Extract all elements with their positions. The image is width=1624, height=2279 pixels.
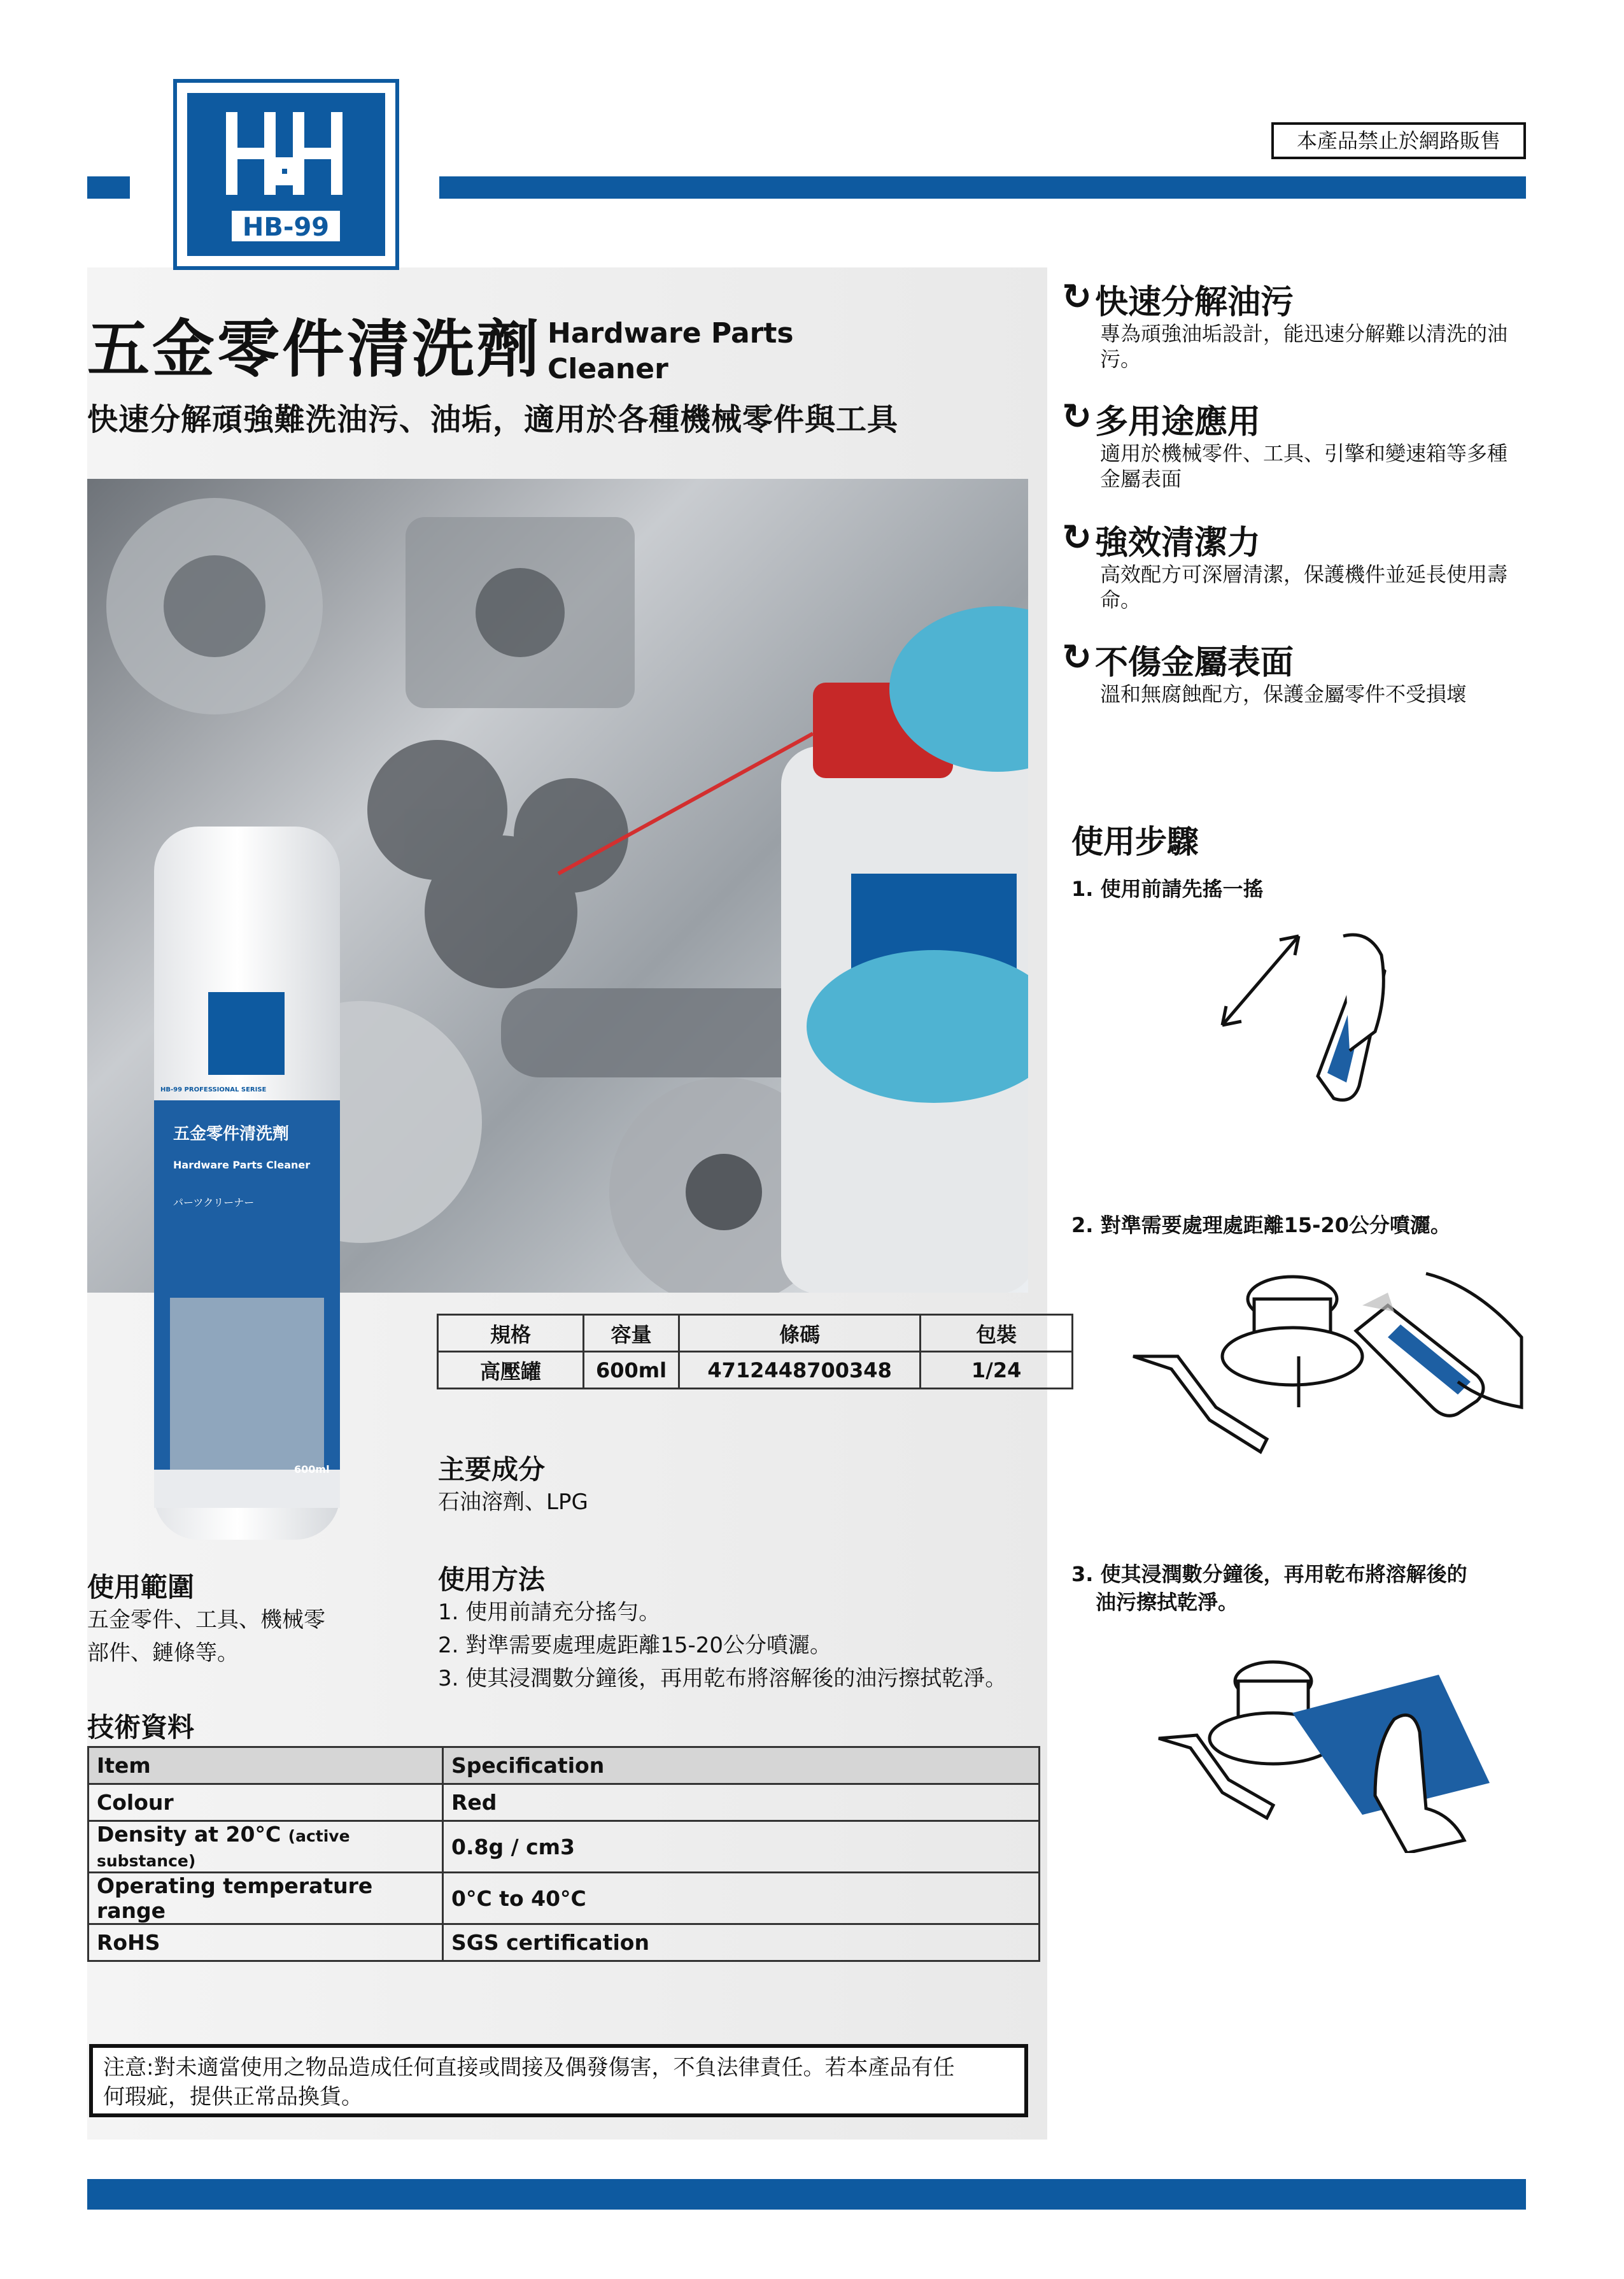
can-name-zh: 五金零件清洗劑 (173, 1125, 290, 1144)
spec-value-cell: 4712448700348 (679, 1352, 921, 1389)
spec-table (437, 1314, 1073, 1389)
feature-desc: 專為頑強油垢設計，能迅速分解難以清洗的油污。 (1100, 322, 1508, 371)
usage-scope-line2: 部件、鏈條等。 (87, 1640, 239, 1666)
feature-item (1062, 516, 1520, 635)
header-bar-right (439, 176, 1526, 199)
spec-value-cell: 1/24 (921, 1352, 1073, 1389)
spec-value-cell: 高壓罐 (438, 1352, 584, 1389)
tech-row (88, 1924, 1040, 1961)
spec-header-cell: 包裝 (921, 1315, 1073, 1352)
wipe-illustration-icon (1146, 1643, 1502, 1853)
usage-scope-text (87, 1603, 325, 1670)
step1-text: 1. 使用前請先搖一搖 (1071, 877, 1264, 901)
can-name-en: Hardware Parts Cleaner (173, 1159, 311, 1171)
online-sale-notice: 本產品禁止於網路販售 (1271, 122, 1526, 159)
feature-item (1062, 395, 1520, 516)
tech-cell: SGS certification (443, 1924, 1040, 1961)
step3-text (1071, 1560, 1467, 1616)
disclaimer-line1: 注意:對未適當使用之物品造成任何直接或間接及偶發傷害，不負法律責任。若本產品有任 (103, 2055, 955, 2080)
feature-title: 不傷金屬表面 (1095, 644, 1294, 682)
usage-scope-line1: 五金零件、工具、機械零 (87, 1607, 325, 1633)
feature-item (1062, 275, 1520, 395)
tech-cell: RoHS (88, 1924, 443, 1961)
brand-logo (173, 79, 399, 270)
spec-value-row (438, 1352, 1073, 1389)
tech-cell: Item (88, 1747, 443, 1784)
step3-line1: 3. 使其浸潤數分鐘後，再用乾布將溶解後的 (1071, 1562, 1467, 1586)
usage-method-step: 3. 使其浸潤數分鐘後，再用乾布將溶解後的油污擦拭乾淨。 (438, 1666, 1007, 1691)
footer-bar (87, 2179, 1526, 2210)
can-name-jp: パーツクリーナー (173, 1196, 255, 1209)
usage-method-step: 2. 對準需要處理處距離15-20公分噴灑。 (438, 1633, 832, 1658)
tech-row (88, 1784, 1040, 1821)
feature-desc: 溫和無腐蝕配方，保護金屬零件不受損壞 (1100, 682, 1467, 706)
spray-can-icon (148, 827, 346, 1540)
spec-header-cell: 規格 (438, 1315, 584, 1352)
usage-method-list (438, 1596, 1006, 1695)
disclaimer-box (89, 2044, 1028, 2117)
tech-row (88, 1873, 1040, 1924)
feature-desc: 適用於機械零件、工具、引擎和變速箱等多種金屬表面 (1100, 441, 1508, 491)
spec-header-cell: 條碼 (679, 1315, 921, 1352)
product-title-en-line2: Cleaner (547, 353, 668, 385)
spec-value-cell: 600ml (584, 1352, 679, 1389)
tech-cell: 0°C to 40°C (443, 1873, 1040, 1924)
can-volume: 600ml (294, 1463, 330, 1475)
tech-cell: Operating temperature range (88, 1873, 443, 1924)
step2-text: 2. 對準需要處理處距離15-20公分噴灑。 (1071, 1213, 1451, 1237)
product-title-en (547, 316, 815, 387)
product-can (148, 827, 346, 1540)
ingredients-text: 石油溶劑、LPG (438, 1489, 588, 1515)
feature-list (1062, 275, 1520, 725)
feature-desc: 高效配方可深層清潔，保護機件並延長使用壽命。 (1100, 562, 1508, 612)
step3-line2: 油污擦拭乾淨。 (1096, 1590, 1239, 1614)
tech-density-note: (active substance) (97, 1827, 350, 1870)
usage-method-step: 1. 使用前請充分搖勻。 (438, 1600, 661, 1625)
product-subtitle: 快速分解頑強難洗油污、油垢，適用於各種機械零件與工具 (87, 402, 899, 437)
feature-item (1062, 635, 1520, 725)
spec-header-row (438, 1315, 1073, 1352)
tech-cell: Specification (443, 1747, 1040, 1784)
usage-method-title: 使用方法 (438, 1564, 546, 1595)
product-title-en-line1: Hardware Parts (547, 317, 794, 350)
spray-illustration-icon (1120, 1261, 1528, 1471)
tech-cell: Colour (88, 1784, 443, 1821)
feature-title: 多用途應用 (1095, 403, 1261, 441)
tech-title: 技術資料 (87, 1712, 195, 1743)
ingredients-title: 主要成分 (438, 1454, 546, 1485)
feature-title: 強效清潔力 (1095, 524, 1261, 562)
steps-title: 使用步驟 (1071, 823, 1199, 860)
tech-cell: 0.8g / cm3 (443, 1821, 1040, 1873)
product-title-zh: 五金零件清洗劑 (87, 313, 542, 386)
feature-bullet-icon: ↻ (1062, 637, 1092, 678)
tech-cell (88, 1821, 443, 1873)
disclaimer-line2: 何瑕疵，提供正常品換貨。 (103, 2084, 363, 2110)
usage-scope-title: 使用範圍 (87, 1572, 195, 1603)
logo-text: HB-99 (242, 213, 330, 242)
shake-illustration-icon (1210, 911, 1413, 1133)
tech-table (87, 1746, 1040, 1962)
feature-bullet-icon: ↻ (1062, 276, 1092, 318)
spec-header-cell: 容量 (584, 1315, 679, 1352)
tech-row (88, 1747, 1040, 1784)
feature-title: 快速分解油污 (1095, 283, 1294, 322)
header-bar-left (87, 176, 130, 199)
can-series: HB-99 PROFESSIONAL SERISE (160, 1086, 267, 1093)
tech-cell: Red (443, 1784, 1040, 1821)
feature-bullet-icon: ↻ (1062, 517, 1092, 558)
tech-row (88, 1821, 1040, 1873)
feature-bullet-icon: ↻ (1062, 396, 1092, 437)
tech-density-label: Density at 20°C (97, 1822, 281, 1847)
